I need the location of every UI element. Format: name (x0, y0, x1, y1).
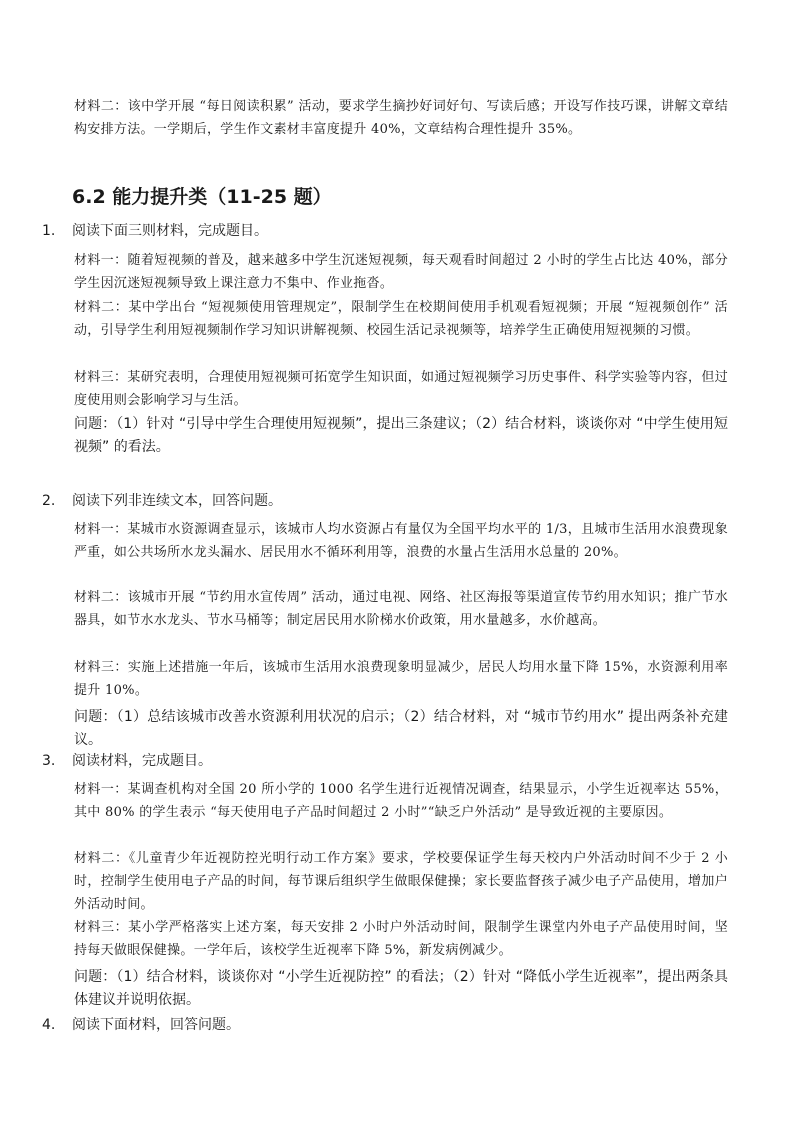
q3-material-1: 材料一：某调查机构对全国 20 所小学的 1000 名学生进行近视情况调查，结果显示，小学生近视率达 55%，其中 80% 的学生表示 “每天使用电子产品时间超过 2 小时”“缺乏户外活动” 是导致近视的主要原因。 (74, 782, 728, 820)
question-4-item (42, 1014, 240, 1036)
q3-material-3: 材料三：某小学严格落实上述方案，每天安排 2 小时户外活动时间，限制学生课堂内外电子产品使用时间，坚持每天做眼保健操。一学年后，该校学生近视率下降 5%，新发病例减少。 (74, 920, 728, 958)
question-prompt: 阅读下列非连续文本，回答问题。 (72, 493, 282, 509)
question-number: 2. (42, 493, 56, 509)
question-1-item (42, 220, 268, 242)
q2-material-1: 材料一：某城市水资源调查显示，该城市人均水资源占有量仅为全国平均水平的 1/3，且城市生活用水浪费现象严重，如公共场所水龙头漏水、居民用水不循环利用等，浪费的水量占生活用水总量的 20%。 (74, 522, 728, 560)
question-prompt: 阅读下面材料，回答问题。 (72, 1017, 240, 1033)
question-prompt: 阅读下面三则材料，完成题目。 (72, 223, 268, 239)
q2-material-2: 材料二：该城市开展 “节约用水宣传周” 活动，通过电视、网络、社区海报等渠道宣传节约用水知识；推广节水器具，如节水水龙头、节水马桶等；制定居民用水阶梯水价政策，用水量越多，水价越高。 (74, 590, 728, 628)
question-number: 4. (42, 1017, 56, 1033)
paragraph-top-material: 材料二：该中学开展 “每日阅读积累” 活动，要求学生摘抄好词好句、写读后感；开设写作技巧课，讲解文章结构安排方法。一学期后，学生作文素材丰富度提升 40%，文章结构合理性提升 35%。 (74, 99, 728, 137)
question-prompt: 阅读材料，完成题目。 (72, 753, 212, 769)
q1-material-1: 材料一：随着短视频的普及，越来越多中学生沉迷短视频，每天观看时间超过 2 小时的学生占比达 40%，部分学生因沉迷短视频导致上课注意力不集中、作业拖沓。 (74, 253, 728, 291)
question-number: 3. (42, 753, 56, 769)
q2-question: 问题：（1）总结该城市改善水资源利用状况的启示；（2）结合材料，对 “城市节约用水” 提出两条补充建议。 (74, 709, 728, 748)
q1-question: 问题：（1）针对 “引导中学生合理使用短视频”，提出三条建议；（2）结合材料，谈谈你对 “中学生使用短视频” 的看法。 (74, 416, 728, 455)
q2-material-3: 材料三：实施上述措施一年后，该城市生活用水浪费现象明显减少，居民人均用水量下降 15%，水资源利用率提升 10%。 (74, 660, 728, 698)
section-heading: 6.2 能力提升类（11-25 题） (72, 186, 332, 208)
q3-question: 问题：（1）结合材料，谈谈你对 “小学生近视防控” 的看法；（2）针对 “降低小学生近视率”，提出两条具体建议并说明依据。 (74, 969, 728, 1008)
question-number: 1. (42, 223, 56, 239)
question-3-item (42, 750, 212, 772)
q1-material-2: 材料二：某中学出台 “短视频使用管理规定”，限制学生在校期间使用手机观看短视频；开展 “短视频创作” 活动，引导学生利用短视频制作学习知识讲解视频、校园生活记录视频等，培养学生正确使用短视频的习惯。 (74, 300, 728, 338)
q1-material-3: 材料三：某研究表明，合理使用短视频可拓宽学生知识面，如通过短视频学习历史事件、科学实验等内容，但过度使用则会影响学习与生活。 (74, 370, 728, 408)
question-2-item (42, 490, 282, 512)
q3-material-2: 材料二：《儿童青少年近视防控光明行动工作方案》要求，学校要保证学生每天校内户外活动时间不少于 2 小时，控制学生使用电子产品的时间，每节课后组织学生做眼保健操；家长要监督孩子减少电子产品使用，增加户外活动时间。 (74, 851, 728, 912)
